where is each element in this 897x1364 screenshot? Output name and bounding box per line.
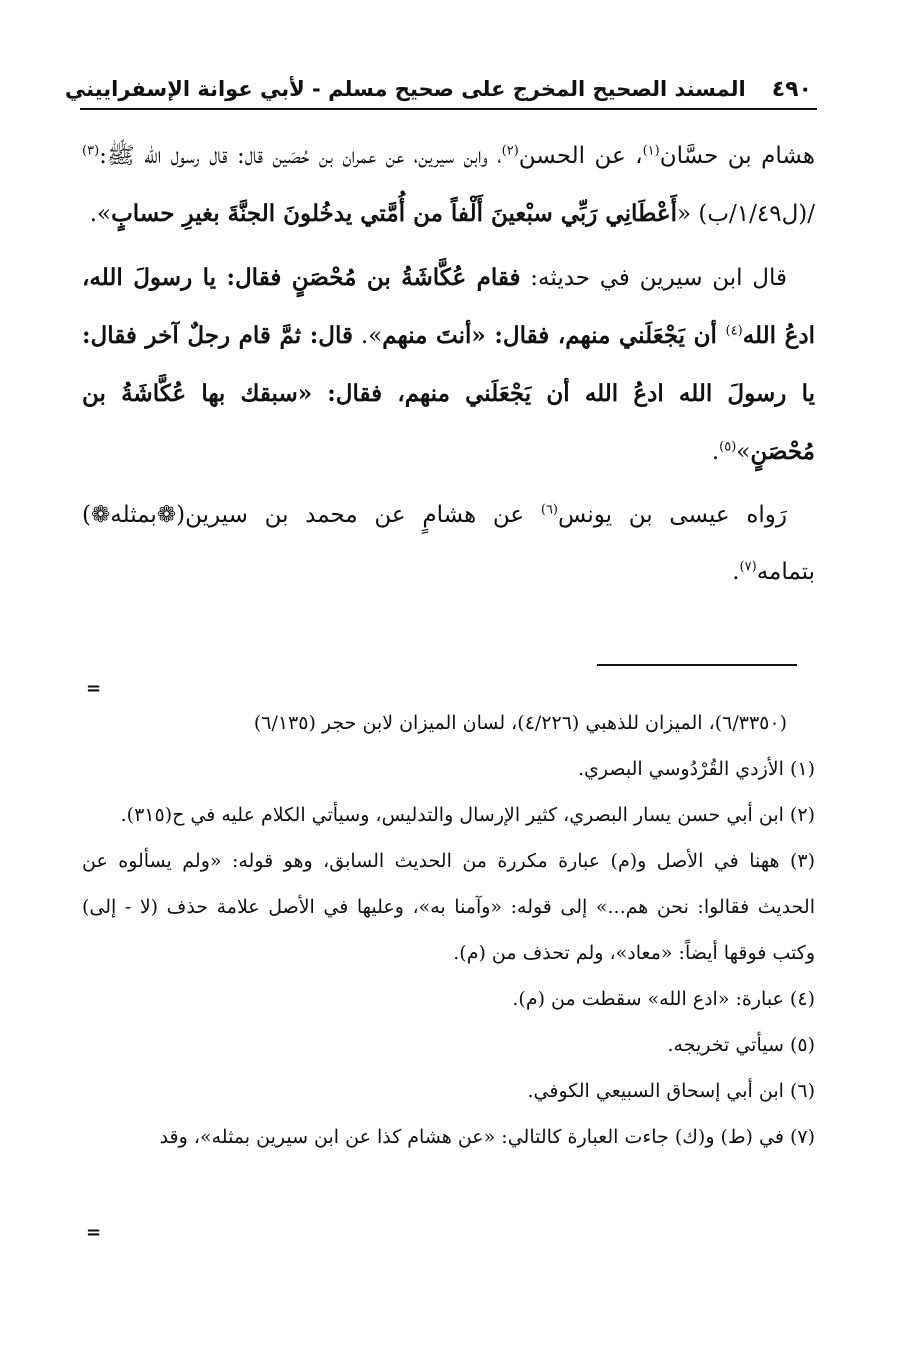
hadith-text: أَعْطَانِي رَبِّي سبْعينَ أَلْفاً من أُمَّتي يدخُلونَ الجنَّةَ بغيرِ حسابٍ: [111, 200, 677, 227]
book-title: المسند الصحيح المخرج على صحيح مسلم - لأبي عوانة الإسفراييني: [64, 77, 746, 101]
continuation-mark: =: [86, 678, 102, 699]
text: ، وابن سيرين، عن عمران بن حُصَين قال: قال رسول الله ﷺ:: [99, 143, 502, 169]
text: .: [732, 559, 740, 585]
footnote-ref-1[interactable]: (١): [642, 143, 660, 159]
footnote-6: (٦) ابن أبي إسحاق السبيعي الكوفي.: [527, 1080, 815, 1102]
footnote-separator: [597, 664, 797, 666]
text: رَواه عيسى بن يونس: [558, 502, 788, 528]
footnote-ref-6[interactable]: (٦): [540, 502, 558, 518]
paragraph-1: [82, 128, 815, 243]
footnote-carryover: (٦/٣٣٥٠)، الميزان للذهبي (٤/٢٢٦)، لسان الميزان لابن حجر (٦/١٣٥): [253, 712, 787, 734]
hadith-text: أن يَجْعَلَني منهم، فقال: «: [471, 322, 726, 349]
footnote-ref-3[interactable]: (٣): [82, 143, 100, 159]
footnote-7: (٧) في (ط) و(ك) جاءت العبارة كالتالي: «عن هشام كذا عن ابن سيرين بمثله»، وقد: [159, 1126, 815, 1148]
text: .: [711, 439, 720, 465]
text: /(ل١/٤٩/ب) «: [676, 201, 815, 227]
footnote-ref-5[interactable]: (٥): [719, 439, 737, 455]
footnote-4: (٤) عبارة: «ادع الله» سقطت من (م).: [512, 988, 815, 1010]
text: هشام بن حسَّان: [659, 143, 815, 169]
footnote-5: (٥) سيأتي تخريجه.: [667, 1034, 815, 1056]
hadith-text: فقام عُكَّاشَةُ بن مُحْصَنٍ فقال: يا رسولَ الله، ادعُ الله: [82, 264, 815, 349]
hadith-text: قال: ثمَّ قام رجلٌ آخر فقال: يا رسولَ الله ادعُ الله أن يَجْعَلَني منهم، فقال: «سبقك بها عُكَّاشَةُ بن مُحْصَنٍ: [82, 322, 815, 465]
text: ».: [89, 201, 112, 227]
footnote-ref-7[interactable]: (٧): [739, 559, 757, 575]
page-number: ٤٩٠: [771, 76, 812, 102]
text: قال ابن سيرين في حديثه:: [520, 265, 787, 291]
text: »: [736, 439, 751, 465]
text: ».: [353, 323, 383, 349]
footnotes: [82, 700, 815, 1160]
running-header: [64, 72, 812, 106]
text: عن هشامٍ عن محمد بن سيرين(❁بمثله❁) بتمامه: [82, 502, 815, 585]
hadith-text: أنتَ منهم: [382, 322, 472, 349]
footnote-ref-2[interactable]: (٢): [501, 143, 519, 159]
footnote-ref-4[interactable]: (٤): [725, 323, 743, 339]
footnote-2: (٢) ابن أبي حسن يسار البصري، كثير الإرسال والتدليس، وسيأتي الكلام عليه في ح(٣١٥).: [120, 804, 815, 826]
paragraph-3: [82, 487, 815, 601]
paragraph-2: [82, 249, 815, 481]
footnote-1: (١) الأزدي القُرْدُوسي البصري.: [577, 758, 815, 780]
footnote-3: (٣) ههنا في الأصل و(م) عبارة مكررة من الحديث السابق، وهو قوله: «ولم يسألوه عن الحديث فقالوا: نحن هم...» إلى قوله: «وآمنا به»، وعليها في الأصل علامة حذف (لا - إلى) وكتب فوقها أيضاً: «معاد»، ولم تحذف من (م).: [82, 850, 815, 964]
header-rule: [80, 108, 817, 110]
main-text: [82, 128, 815, 607]
text: ، عن الحسن: [518, 143, 643, 169]
continuation-mark-bottom: =: [86, 1222, 102, 1243]
